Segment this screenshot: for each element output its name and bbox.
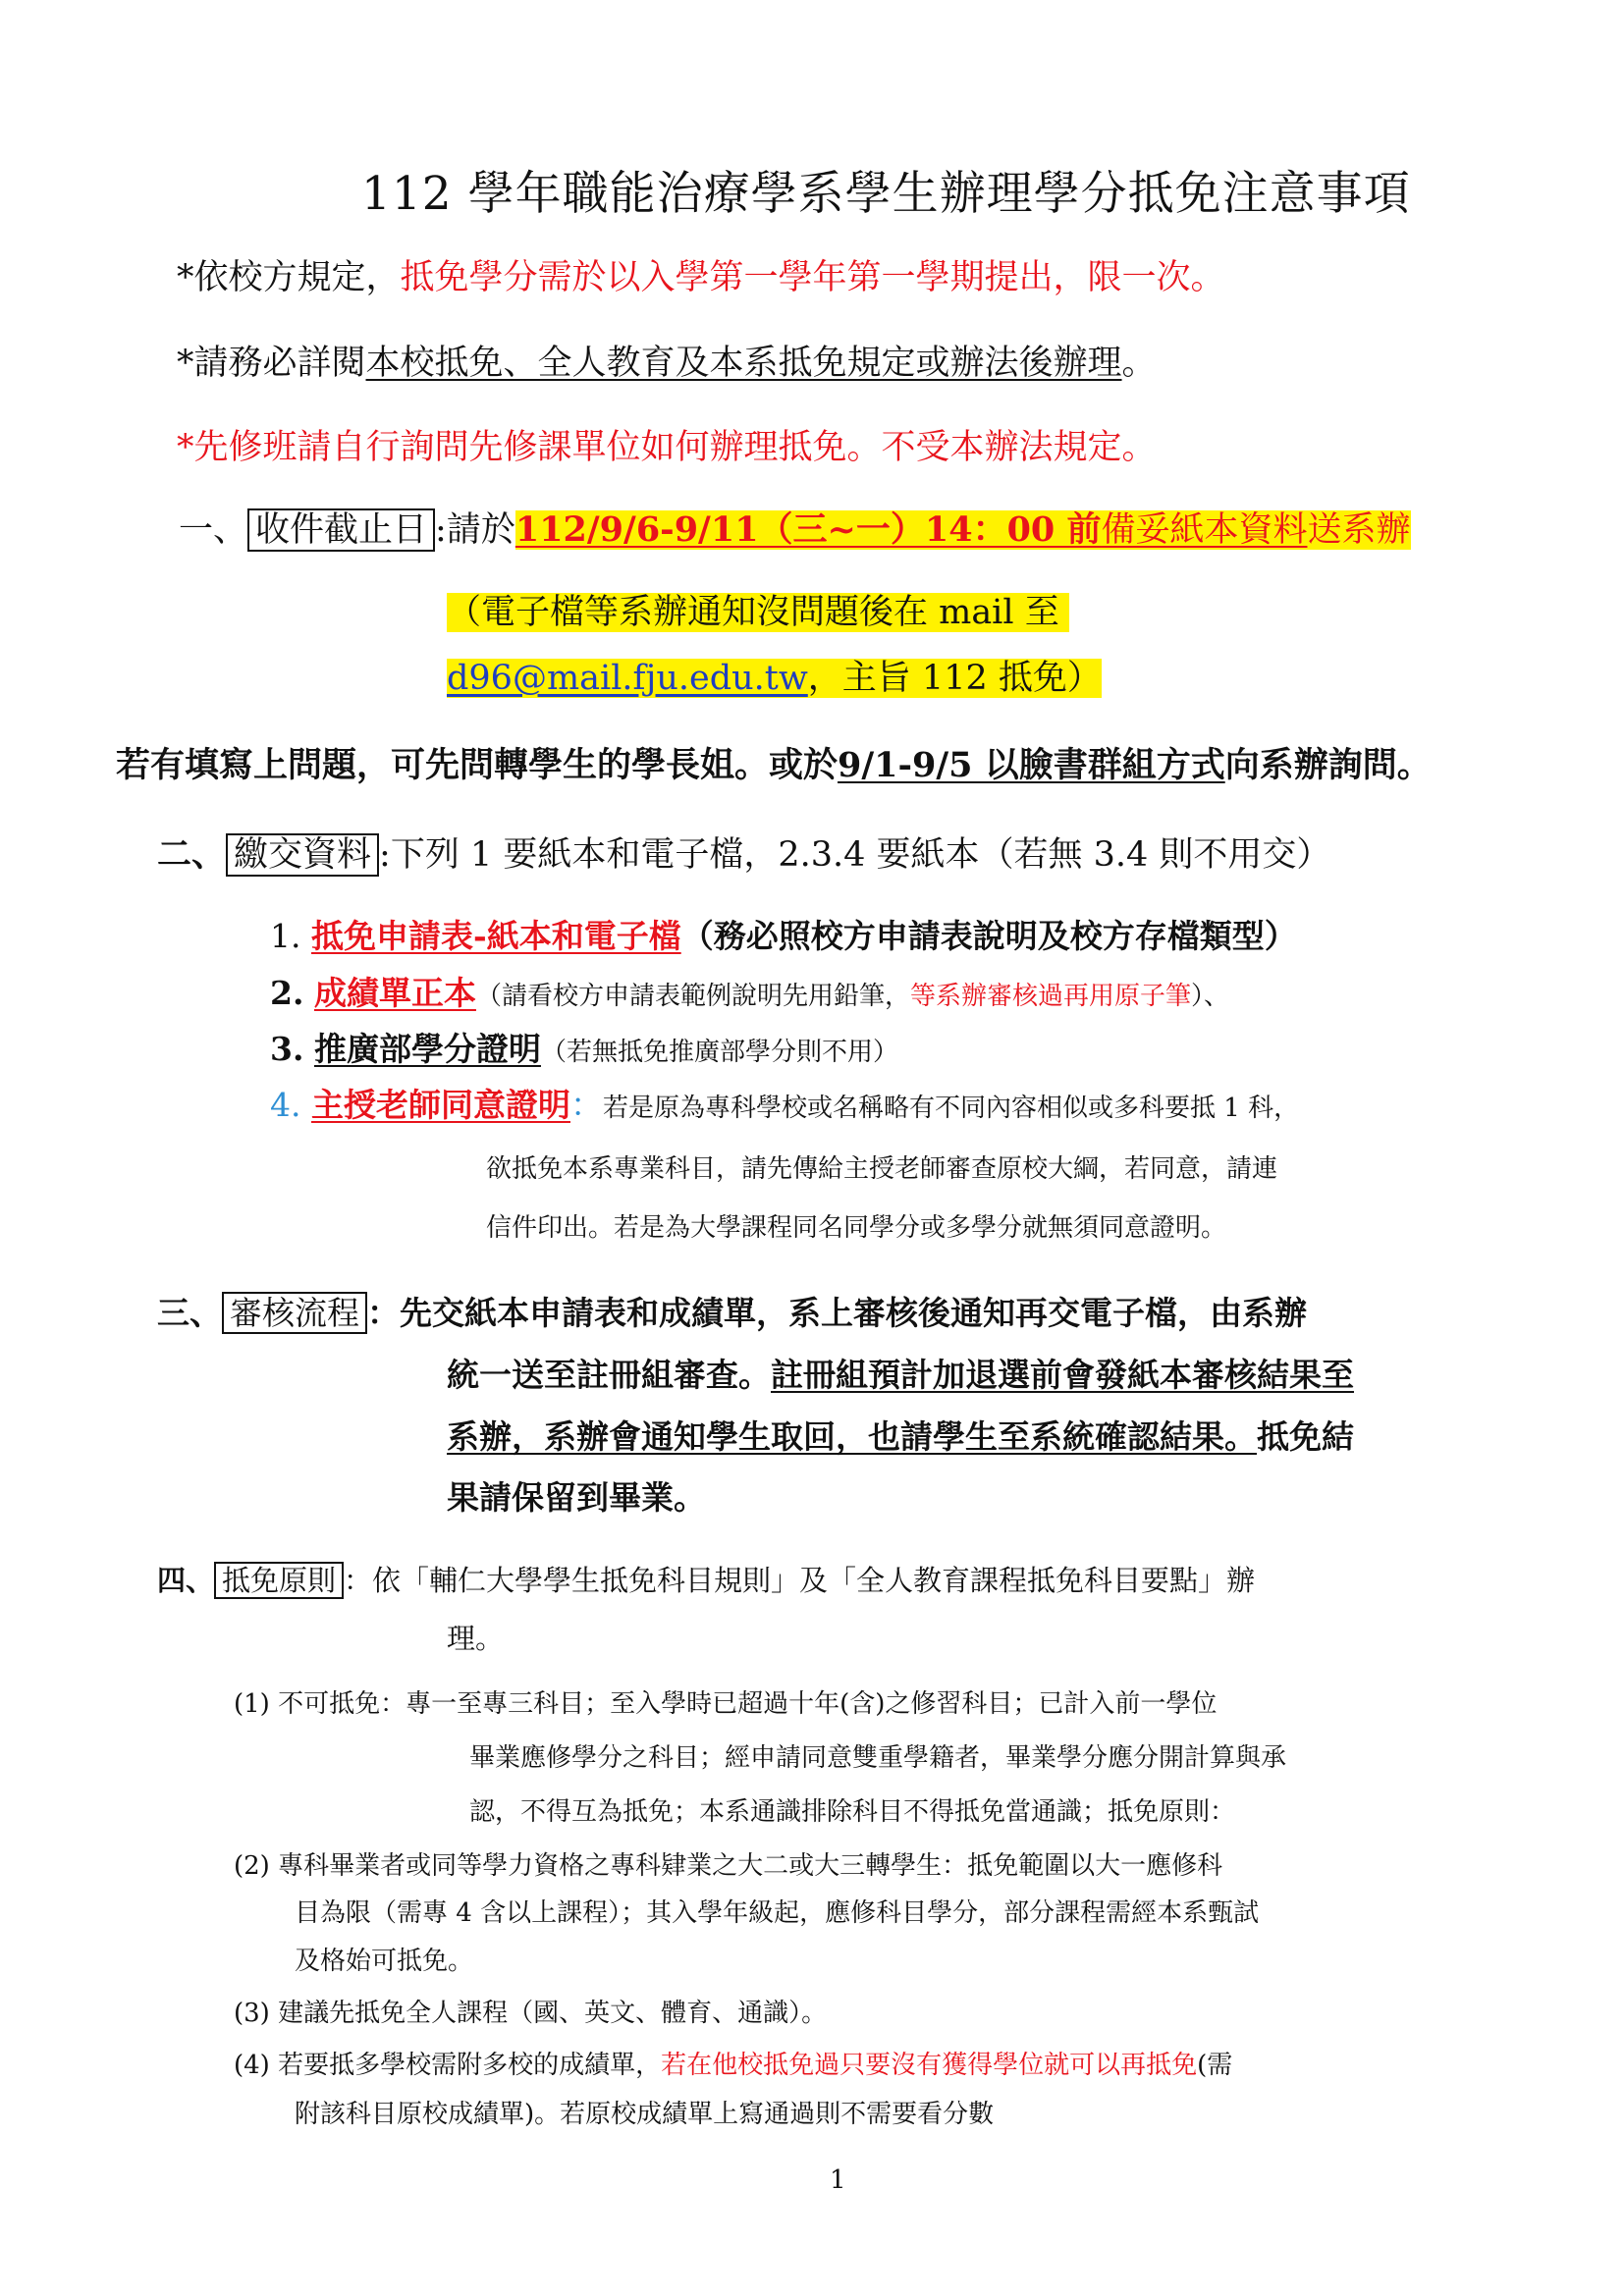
rule-1: [234, 1683, 1217, 1720]
section-1-sub-1: [447, 585, 1069, 634]
email-instruction: （電子檔等系辦通知沒問題後在 mail 至: [447, 593, 1069, 632]
note-2: [177, 336, 1157, 385]
section-3-number: 三、: [157, 1294, 222, 1332]
section-2-label: 繳交資料: [226, 833, 379, 877]
section-2-item-4: [270, 1080, 1299, 1126]
item-4-red: 主授老師同意證明: [311, 1086, 570, 1124]
note-2-prefix: *請務必詳閱: [177, 344, 366, 383]
rule-2-line-2: 目為限（需專 4 含以上課程）；其入學年級起，應修科目學分，部分課程需經本系甄試: [295, 1898, 1260, 1928]
section-2-text: :下列 1 要紙本和電子檔，2.3.4 要紙本（若無 3.4 則不用交）: [379, 835, 1331, 875]
item-4-text: 若是原為專科學校或名稱略有不同內容相似或多科要抵 1 科，: [603, 1094, 1300, 1123]
section-4-line-1: ：依「輔仁大學學生抵免科目規則」及「全人教育課程抵免科目要點」辦: [344, 1564, 1256, 1597]
section-4-line-2: 理。: [447, 1622, 505, 1655]
section-2-number: 二、: [157, 834, 227, 875]
rule-2-number: (2): [234, 1851, 270, 1881]
section-3-line-3a: 系辦，系辦會通知學生取回，也請學生至系統確認結果。: [447, 1417, 1257, 1456]
rule-4: [234, 2045, 1232, 2081]
section-2-item-1: [270, 911, 1297, 957]
note-3: *先修班請自行詢問先修課單位如何辦理抵免。不受本辦法規定。: [177, 428, 1157, 467]
deadline-date: 112/9/6-9/11（三~一）14：00 前: [514, 509, 1102, 550]
item-4-continuation-1: 欲抵免本系專業科目，請先傳給主授老師審查原校大綱，若同意，請連: [486, 1154, 1278, 1184]
section-3-line-2a: 統一送至註冊組審查。: [447, 1356, 771, 1394]
section-1-number: 一、: [179, 510, 248, 550]
section-3-line-3b: 抵免結: [1257, 1417, 1354, 1456]
rule-1-number: (1): [234, 1689, 270, 1719]
section-3-line-2b: 註冊組預計加退選前會發紙本審核結果至: [771, 1356, 1354, 1394]
contact-underline: 9/1-9/5 以臉書群組方式: [838, 745, 1225, 785]
deadline-tail-2: 送系辦: [1307, 510, 1411, 550]
item-3-bold: 推廣部學分證明: [313, 1030, 541, 1068]
section-3-heading: [157, 1288, 1307, 1334]
section-1-sub-2: [447, 651, 1102, 700]
note-1-prefix: *依校方規定，: [177, 258, 401, 297]
section-4-heading: [157, 1559, 1255, 1599]
rule-4-number: (4): [234, 2051, 270, 2080]
rule-3: [234, 1993, 827, 2029]
section-1-label: 收件截止日: [247, 508, 435, 552]
section-2-item-2: [270, 968, 1229, 1014]
item-1-red: 抵免申請表-紙本和電子檔: [311, 917, 681, 955]
note-2-suffix: 。: [1121, 344, 1157, 383]
rule-2-line-1: 專科畢業者或同等學力資格之專科肄業之大二或大三轉學生：抵免範圍以大一應修科: [278, 1851, 1223, 1881]
item-1-number: 1.: [270, 917, 301, 955]
rule-4-line-2: 附該科目原校成績單)。若原校成績單上寫通過則不需要看分數: [295, 2100, 995, 2129]
item-2-paren-end: ）、: [1190, 982, 1229, 1011]
section-3-line-4: 果請保留到畢業。: [447, 1478, 706, 1517]
rule-2: [234, 1845, 1222, 1882]
section-2-item-3: [270, 1024, 898, 1070]
section-3-line-1: ：先交紙本申請表和成績單，系上審核後通知再交電子檔，由系辦: [367, 1294, 1307, 1332]
rule-1-line-1: 不可抵免：專一至專三科目；至入學時已超過十年(含)之修習科目；已計入前一學位: [278, 1689, 1218, 1719]
note-1-red: 抵免學分需於以入學第一學年第一學期提出，限一次。: [400, 258, 1225, 297]
item-3-paren: （若無抵免推廣部學分則不用）: [540, 1038, 898, 1067]
contact-note: [116, 738, 1432, 787]
rule-4-line-1a: 若要抵多學校需附多校的成績單，: [278, 2051, 662, 2080]
note-2-underline: 本校抵免、全人教育及本系抵免規定或辦法後辦理: [365, 344, 1122, 383]
item-4-number: 4.: [270, 1086, 301, 1124]
rule-1-line-3: 認，不得互為抵免；本系通識排除科目不得抵免當通識；抵免原則：: [469, 1797, 1236, 1827]
section-4-number: 四、: [157, 1564, 215, 1597]
item-2-paren: （請看校方申請表範例說明先用鉛筆，: [475, 982, 910, 1011]
document-title: 112 學年職能治療學系學生辦理學分抵免注意事項: [361, 167, 1411, 221]
section-2-heading: [157, 828, 1330, 877]
deadline-tail: 備妥紙本資料: [1101, 510, 1308, 550]
section-4-label: 抵免原則: [214, 1562, 344, 1599]
contact-prefix: 若有填寫上問題，可先問轉學生的學長姐。或於: [116, 745, 839, 785]
item-3-number: 3.: [270, 1030, 304, 1068]
item-2-red: 成績單正本: [313, 974, 476, 1012]
section-1-lead: 請於: [446, 510, 515, 550]
rule-1-line-2: 畢業應修學分之科目；經申請同意雙重學籍者，畢業學分應分開計算與承: [469, 1743, 1287, 1773]
item-4-continuation-2: 信件印出。若是為大學課程同名同學分或多學分就無須同意證明。: [486, 1213, 1227, 1243]
item-4-colon: ：: [570, 1086, 603, 1124]
note-1: [177, 250, 1225, 299]
section-1-heading: [179, 503, 1411, 552]
section-3-label: 審核流程: [222, 1292, 367, 1334]
item-2-paren-red: 等系辦審核過再用原子筆: [909, 982, 1191, 1011]
email-subject: ，主旨 112 抵免）: [807, 659, 1102, 698]
rule-4-line-1b: (需: [1197, 2051, 1233, 2080]
contact-suffix: 向系辦詢問。: [1224, 745, 1432, 785]
section-1-colon: :: [435, 510, 447, 550]
rule-4-line-1-red: 若在他校抵免過只要沒有獲得學位就可以再抵免: [661, 2051, 1198, 2080]
rule-2-line-3: 及格始可抵免。: [295, 1947, 474, 1976]
item-2-number: 2.: [270, 974, 304, 1012]
section-3-line-3: [447, 1412, 1354, 1458]
page-number: 1: [830, 2165, 846, 2195]
section-3-line-2: [447, 1350, 1354, 1396]
item-1-rest: （務必照校方申請表說明及校方存檔類型）: [680, 917, 1297, 955]
email-link[interactable]: d96@mail.fju.edu.tw: [447, 659, 808, 698]
rule-3-number: (3): [234, 1999, 270, 2028]
rule-3-line-1: 建議先抵免全人課程（國、英文、體育、通識）。: [278, 1999, 828, 2028]
